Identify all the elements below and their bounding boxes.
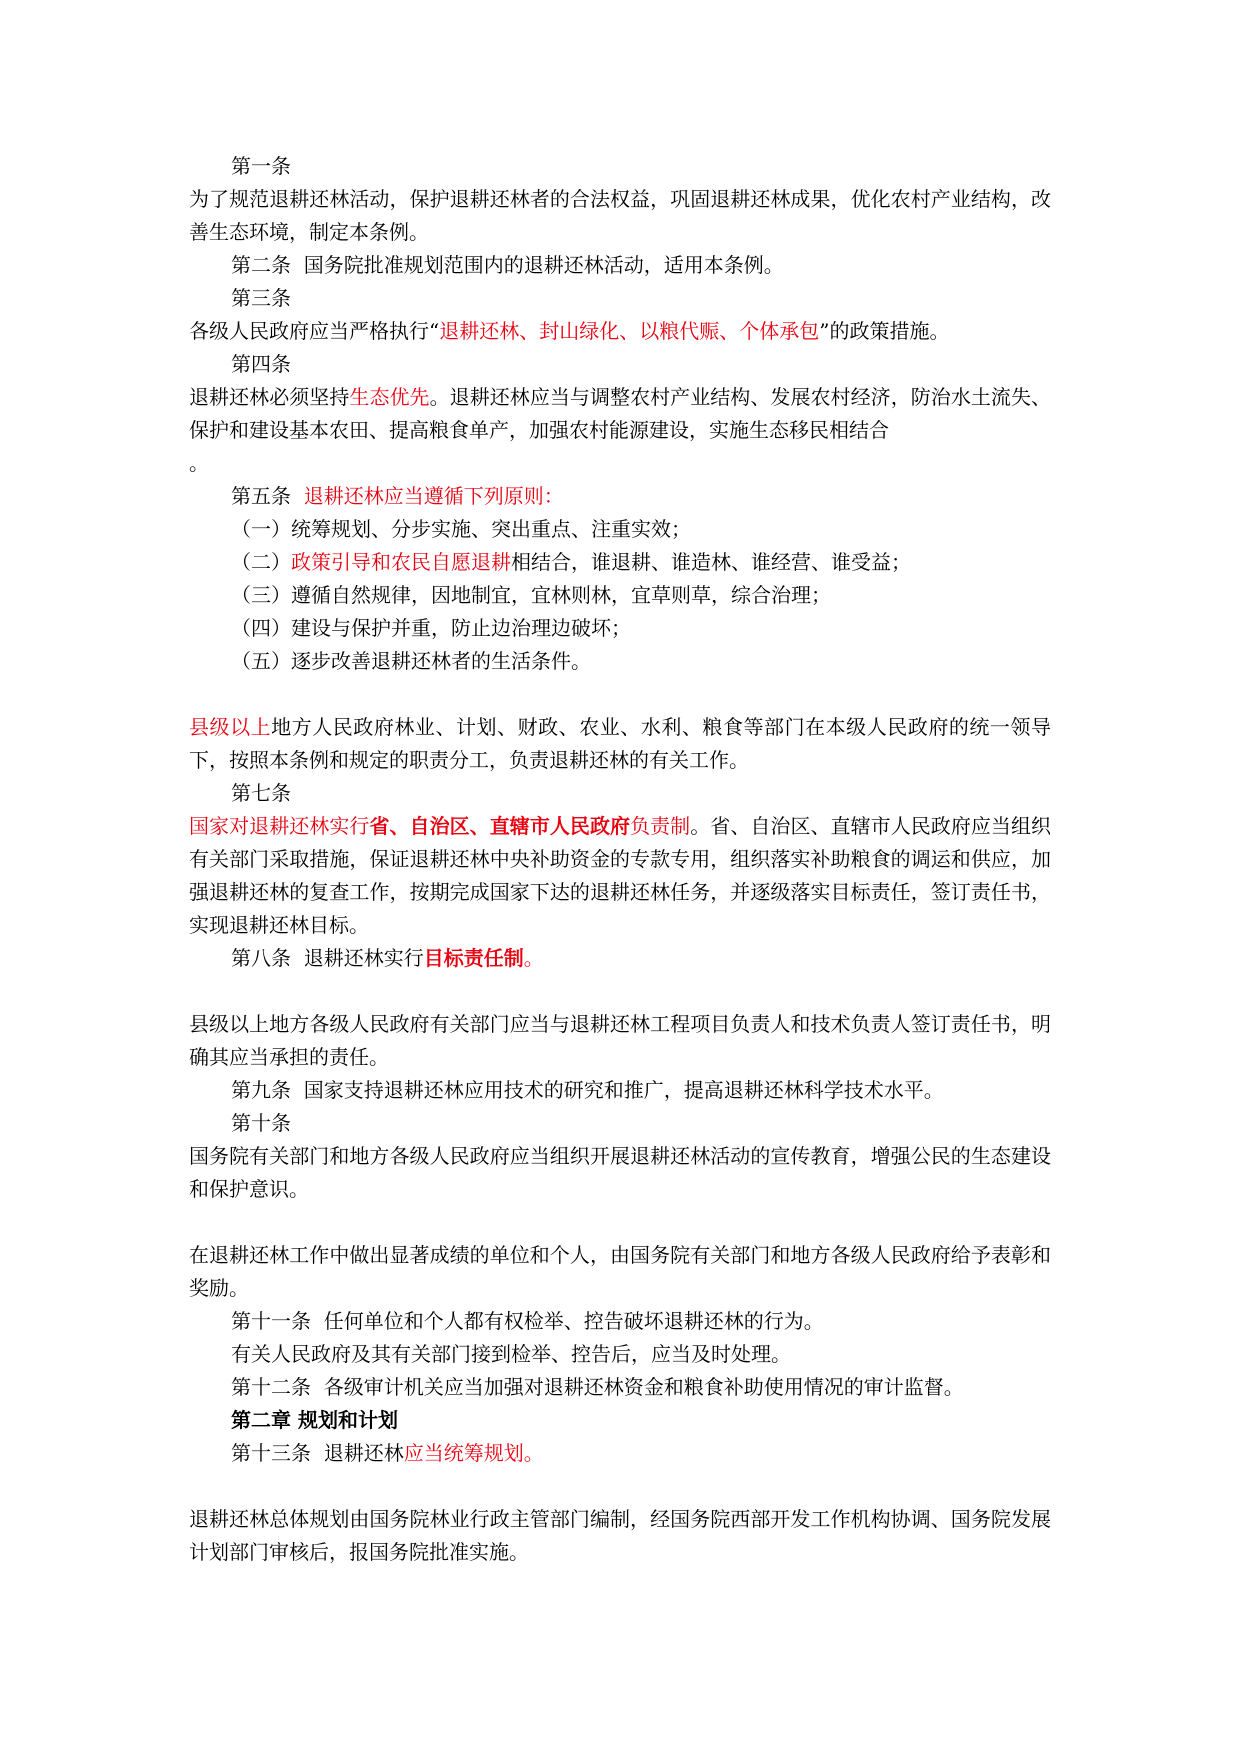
principle-item-2: （二）政策引导和农民自愿退耕相结合，谁退耕、谁造林、谁经营、谁受益； — [231, 550, 911, 574]
overall-planning-highlight: 应当统筹规划 — [403, 1441, 524, 1465]
article-2: 第二条 国务院批准规划范围内的退耕还林活动，适用本条例。 — [231, 253, 784, 277]
article-11: 第十一条 任何单位和个人都有权检举、控告破坏退耕还林的行为。 — [231, 1309, 824, 1333]
article-4-label: 第四条 — [231, 352, 291, 376]
article-7-text: 国家对退耕还林实行省、自治区、直辖市人民政府负责制。省、自治区、直辖市人民政府应当组织有关部门采取措施，保证退耕还林中央补助资金的专款专用，组织落实补助粮食的调运和供应，加强退耕还林的复查工作，按期完成国家下达的退耕还林任务，并逐级落实目标责任，签订责任书，实现退耕还林目标。 — [189, 814, 1052, 937]
article-11-paragraph: 有关人民政府及其有关部门接到检举、控告后，应当及时处理。 — [231, 1342, 791, 1366]
article-1-text: 为了规范退耕还林活动，保护退耕还林者的合法权益，巩固退耕还林成果，优化农村产业结构，改善生态环境，制定本条例。 — [189, 187, 1051, 244]
article-13: 第十三条 退耕还林应当统筹规划。 — [231, 1441, 544, 1465]
document-page — [189, 150, 1051, 1569]
policy-highlight: 退耕还林、封山绿化、以粮代赈、个体承包 — [439, 319, 820, 343]
blank-line — [189, 678, 1051, 711]
blank-line — [189, 1470, 1051, 1503]
article-3-text: 各级人民政府应当严格执行“退耕还林、封山绿化、以粮代赈、个体承包”的政策措施。 — [189, 319, 950, 343]
article-12: 第十二条 各级审计机关应当加强对退耕还林资金和粮食补助使用情况的审计监督。 — [231, 1375, 964, 1399]
principle-item-1: （一）统筹规划、分步实施、突出重点、注重实效； — [231, 517, 691, 541]
article-4-tail: 。 — [189, 451, 209, 475]
article-6-text: 县级以上地方人民政府林业、计划、财政、农业、水利、粮食等部门在本级人民政府的统一领导下，按照本条例和规定的职责分工，负责退耕还林的有关工作。 — [189, 715, 1052, 772]
principle-item-4: （四）建设与保护并重，防止边治理边破坏； — [231, 616, 631, 640]
article-10-label: 第十条 — [231, 1111, 291, 1135]
article-8-paragraph: 县级以上地方各级人民政府有关部门应当与退耕还林工程项目负责人和技术负责人签订责任书，明确其应当承担的责任。 — [189, 1012, 1051, 1069]
target-responsibility-highlight: 目标责任制 — [423, 946, 524, 970]
principles-heading: 退耕还林应当遵循下列原则： — [303, 484, 564, 508]
article-13-paragraph: 退耕还林总体规划由国务院林业行政主管部门编制，经国务院西部开发工作机构协调、国务院发展计划部门审核后，报国务院批准实施。 — [189, 1507, 1051, 1564]
chapter-2-heading: 第二章 规划和计划 — [231, 1408, 398, 1432]
blank-line — [189, 1206, 1051, 1239]
article-4-text: 退耕还林必须坚持生态优先。退耕还林应当与调整农村产业结构、发展农村经济，防治水土流失、保护和建设基本农田、提高粮食单产，加强农村能源建设，实施生态移民相结合 — [189, 385, 1052, 442]
article-1-label: 第一条 — [231, 154, 291, 178]
ecology-priority-highlight: 生态优先 — [349, 385, 430, 409]
article-10-text: 国务院有关部门和地方各级人民政府应当组织开展退耕还林活动的宣传教育，增强公民的生态建设和保护意识。 — [189, 1144, 1051, 1201]
article-10-paragraph: 在退耕还林工作中做出显著成绩的单位和个人，由国务院有关部门和地方各级人民政府给予表彰和奖励。 — [189, 1243, 1051, 1300]
blank-line — [189, 975, 1051, 1008]
article-5: 第五条 退耕还林应当遵循下列原则： — [231, 484, 564, 508]
principle-item-3: （三）遵循自然规律，因地制宜，宜林则林，宜草则草，综合治理； — [231, 583, 831, 607]
article-2-text: 国务院批准规划范围内的退耕还林活动，适用本条例。 — [303, 253, 784, 277]
article-7-label: 第七条 — [231, 781, 291, 805]
article-8: 第八条 退耕还林实行目标责任制。 — [231, 946, 544, 970]
article-9: 第九条 国家支持退耕还林应用技术的研究和推广，提高退耕还林科学技术水平。 — [231, 1078, 944, 1102]
principle-item-5: （五）逐步改善退耕还林者的生活条件。 — [231, 649, 591, 673]
article-3-label: 第三条 — [231, 286, 291, 310]
